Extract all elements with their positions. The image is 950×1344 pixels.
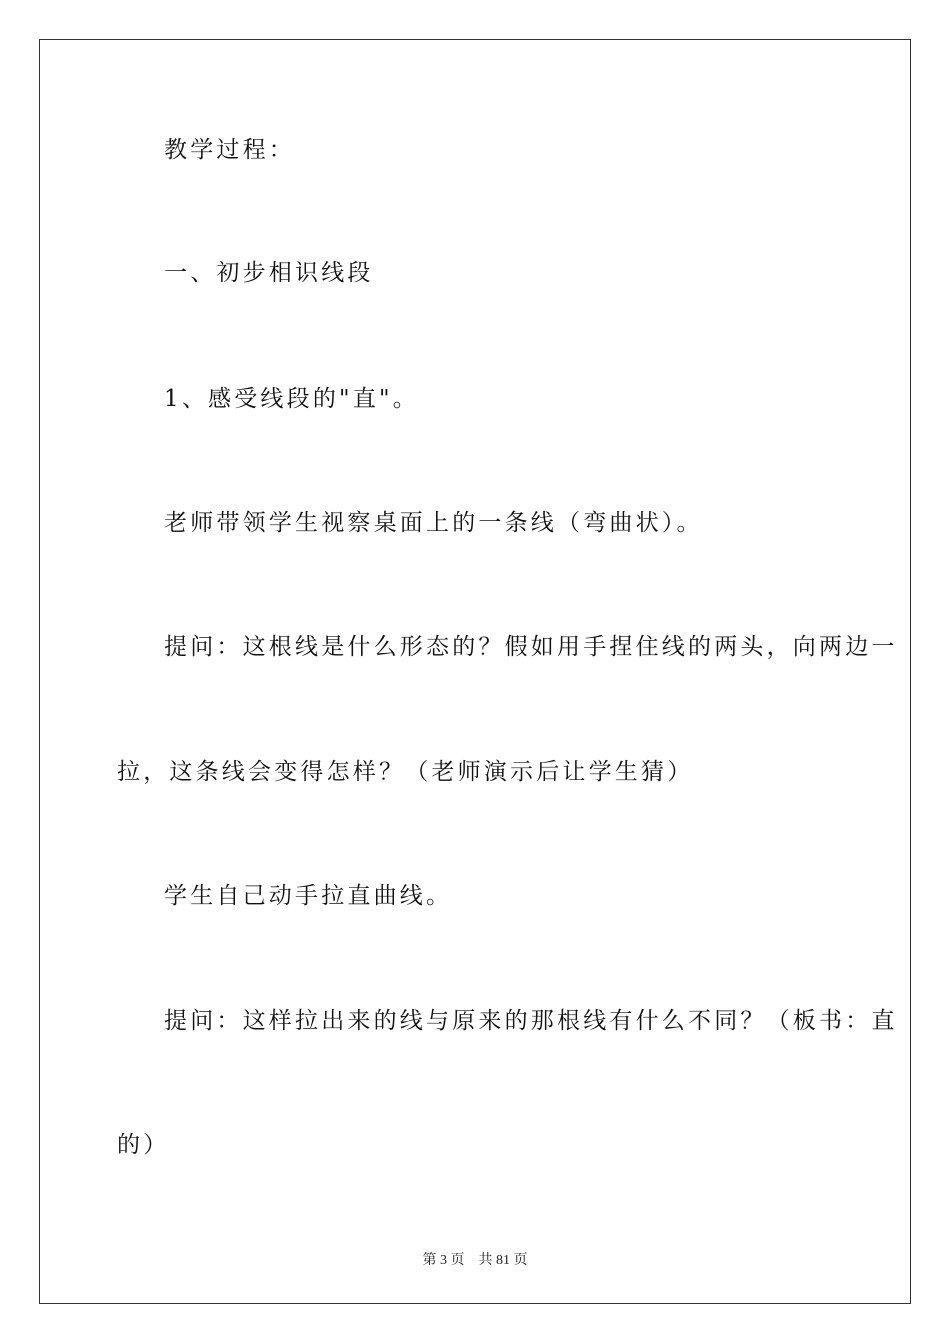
page-footer — [0, 1249, 950, 1269]
page-number: 第 3 页 — [422, 1253, 465, 1268]
text-line-9: 的） — [117, 1132, 170, 1158]
text-line-5: 提问：这根线是什么形态的？假如用手捏住线的两头，向两边一 — [164, 634, 898, 660]
text-line-8: 提问：这样拉出来的线与原来的那根线有什么不同？（板书：直 — [164, 1008, 898, 1034]
text-line-1: 教学过程： — [164, 137, 295, 163]
text-line-6: 拉，这条线会变得怎样？（老师演示后让学生猜） — [117, 759, 694, 785]
page-border — [39, 39, 911, 1304]
page-total: 共 81 页 — [478, 1253, 528, 1268]
text-line-4: 老师带领学生视察桌面上的一条线（弯曲状）。 — [164, 510, 703, 536]
text-line-3: 1、感受线段的"直"。 — [164, 386, 419, 412]
text-line-2: 一、初步相识线段 — [164, 260, 374, 286]
text-line-7: 学生自己动手拉直曲线。 — [164, 883, 453, 909]
